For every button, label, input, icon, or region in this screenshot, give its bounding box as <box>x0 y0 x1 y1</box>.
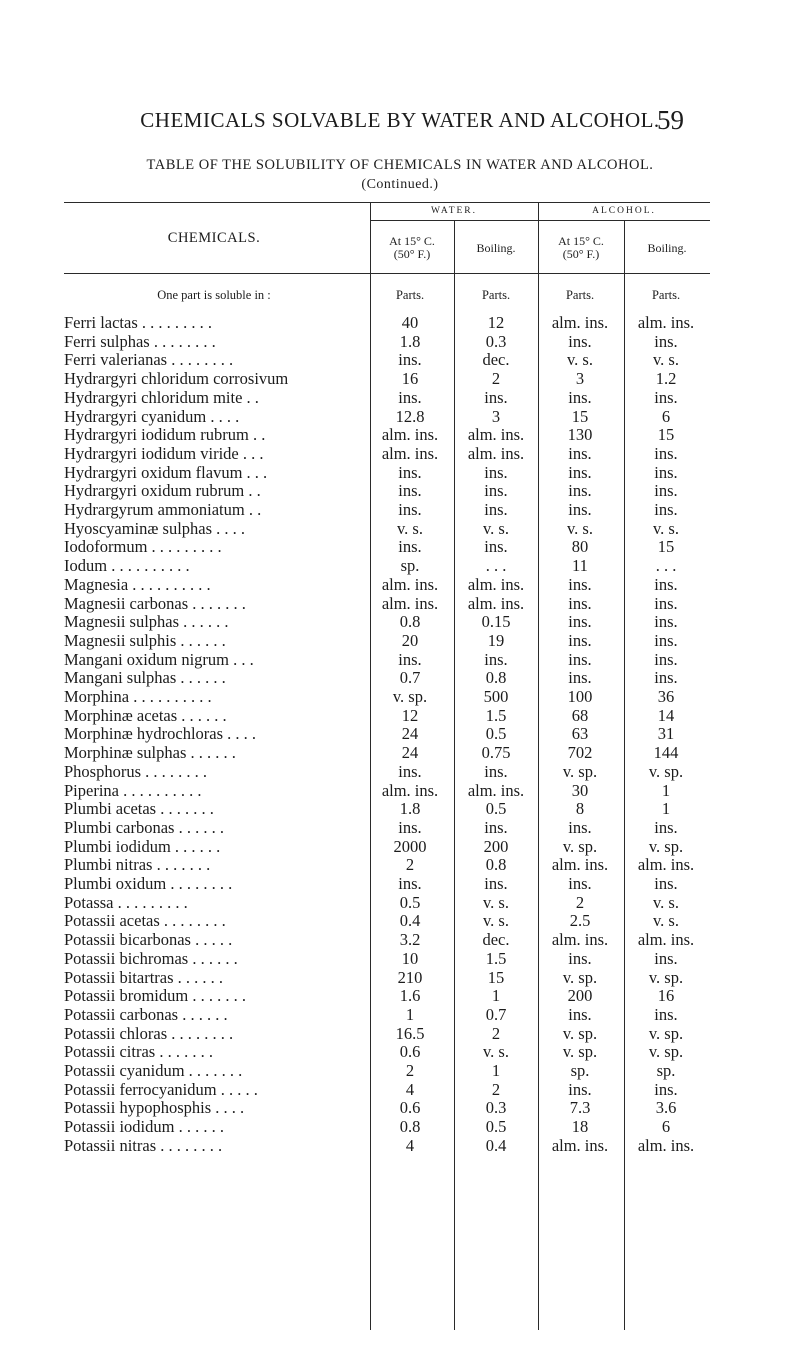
unit-water-cold: Parts. <box>395 288 425 302</box>
alcohol-boiling-value: v. sp. <box>648 761 684 781</box>
table-row <box>0 313 800 332</box>
chemical-name: Potassii bromidum . . . . . . . <box>64 986 246 1006</box>
water-cold-value: 0.6 <box>399 1098 421 1118</box>
water-boiling-value: 0.8 <box>485 855 507 875</box>
chemical-name: Morphina . . . . . . . . . . <box>64 687 212 706</box>
alcohol-boiling-value: v. sp. <box>648 967 684 987</box>
water-cold-value: 0.6 <box>399 1042 421 1062</box>
alcohol-boiling-value: 1 <box>661 799 671 819</box>
water-boiling-value: 0.75 <box>481 743 511 763</box>
water-boiling-value: alm. ins. <box>467 443 525 463</box>
table-row <box>0 1042 800 1061</box>
water-boiling-value: 0.5 <box>485 1117 507 1137</box>
water-boiling-header: Boiling. <box>476 241 516 255</box>
water-boiling-value: 2 <box>491 1023 501 1043</box>
water-boiling-value: 2 <box>491 1079 501 1099</box>
table-subcaption: (Continued.) <box>361 177 439 192</box>
alcohol-cold-value: 8 <box>575 799 585 819</box>
chemical-name: Potassii carbonas . . . . . . <box>64 1004 228 1024</box>
table-row <box>0 706 800 725</box>
alcohol-boiling-value: sp. <box>656 1061 676 1080</box>
table-row <box>0 781 800 800</box>
water-boiling-value: 2 <box>491 369 501 389</box>
table-caption: TABLE OF THE SOLUBILITY OF CHEMICALS IN WATER AND ALCOHOL. <box>146 157 654 173</box>
water-boiling-value: dec. <box>482 350 510 370</box>
alcohol-cold-value: 68 <box>571 705 589 725</box>
alcohol-boiling-value: . . . <box>655 556 677 576</box>
alcohol-boiling-value: ins. <box>654 443 678 463</box>
chemical-name: Plumbi nitras . . . . . . . <box>64 855 211 875</box>
page-number: 59 <box>657 105 684 135</box>
unit-alcohol-boiling: Parts. <box>651 288 681 302</box>
alcohol-cold-value: v. sp. <box>562 967 598 987</box>
alcohol-boiling-value: ins. <box>654 500 678 519</box>
alcohol-cold-value: ins. <box>568 612 592 632</box>
water-boiling-value: ins. <box>484 481 508 501</box>
alcohol-boiling-value: 14 <box>657 705 675 725</box>
water-cold-value: 0.8 <box>399 612 421 632</box>
water-cold-value: 0.7 <box>399 668 421 688</box>
alcohol-cold-value: ins. <box>568 668 592 688</box>
chemical-name: Hydrargyri chloridum corrosivum <box>64 369 289 389</box>
chemical-name: Hydrargyri cyanidum . . . . <box>64 406 240 426</box>
alcohol-boiling-value: ins. <box>654 462 678 482</box>
water-boiling-value: 0.3 <box>485 331 507 351</box>
chemical-name: Ferri valerianas . . . . . . . . <box>64 350 234 370</box>
water-cold-value: v. sp. <box>392 687 428 706</box>
alcohol-cold-value: v. sp. <box>562 1042 598 1062</box>
water-cold-value: 210 <box>397 967 423 987</box>
alcohol-boiling-value: v. s. <box>653 892 679 912</box>
table-row <box>0 369 800 388</box>
water-boiling-value: 1.5 <box>485 705 507 725</box>
alcohol-cold-value: v. sp. <box>562 1023 598 1043</box>
alcohol-cold-value: 2 <box>575 892 585 912</box>
table-row <box>0 949 800 968</box>
chemical-name: Morphinæ hydrochloras . . . . <box>64 724 257 744</box>
water-boiling-value: alm. ins. <box>467 574 525 594</box>
alcohol-cold-value: ins. <box>568 387 592 407</box>
alcohol-cold-value: 30 <box>571 780 589 800</box>
alcohol-boiling-value: ins. <box>654 612 678 632</box>
table-row <box>0 407 800 426</box>
alcohol-cold-value: 702 <box>567 743 593 763</box>
alcohol-cold-value: alm. ins. <box>551 855 609 875</box>
chemical-name: Potassii bicarbonas . . . . . <box>64 930 233 950</box>
chemical-name: Potassii citras . . . . . . . <box>64 1042 213 1062</box>
water-cold-value: 12.8 <box>395 406 425 426</box>
water-boiling-value: alm. ins. <box>467 780 525 800</box>
water-group-header: WATER. <box>430 206 478 216</box>
table-row <box>0 1098 800 1117</box>
chemical-name: Ferri sulphas . . . . . . . . <box>64 331 216 351</box>
alcohol-cold-value: ins. <box>568 443 592 463</box>
table-row <box>0 893 800 912</box>
alcohol-cold-value: v. s. <box>567 350 593 370</box>
table-row <box>0 1024 800 1043</box>
water-boiling-value: ins. <box>484 761 508 781</box>
water-boiling-value: ins. <box>484 387 508 407</box>
chemical-name: Potassii acetas . . . . . . . . <box>64 911 226 931</box>
chemical-name: Hyoscyaminæ sulphas . . . . <box>64 518 246 538</box>
chemical-name: Magnesii carbonas . . . . . . . <box>64 593 246 613</box>
water-cold-value: v. s. <box>397 518 423 538</box>
table-row <box>0 388 800 407</box>
chemical-name: Iodoformum . . . . . . . . . <box>64 537 222 557</box>
water-boiling-value: ins. <box>484 462 508 482</box>
water-cold-value: alm. ins. <box>381 425 439 445</box>
alcohol-cold-value: 18 <box>571 1117 589 1137</box>
unit-water-boiling: Parts. <box>481 288 511 302</box>
alcohol-cold-value: v. sp. <box>562 761 598 781</box>
alcohol-boiling-value: 31 <box>657 724 675 744</box>
alcohol-cold-value: alm. ins. <box>551 930 609 950</box>
alcohol-cold-header <box>538 235 624 261</box>
alcohol-cold-value: ins. <box>568 1079 592 1099</box>
chemical-name: Potassii hypophosphis . . . . <box>64 1098 245 1118</box>
alcohol-cold-value: ins. <box>568 874 592 893</box>
water-cold-value: ins. <box>398 500 422 519</box>
alcohol-boiling-value: alm. ins. <box>637 1135 695 1155</box>
water-cold-value: 4 <box>405 1079 415 1099</box>
chemical-name: Hydrargyrum ammoniatum . . <box>64 500 262 519</box>
alcohol-boiling-value: ins. <box>654 630 678 650</box>
water-cold-value: 2 <box>405 1061 415 1080</box>
alcohol-cold-value: 130 <box>567 425 593 445</box>
chemical-name: Ferri lactas . . . . . . . . . <box>64 313 213 332</box>
table-row <box>0 668 800 687</box>
water-boiling-value: 500 <box>483 687 509 706</box>
water-boiling-value: 3 <box>491 406 501 426</box>
table-row <box>0 463 800 482</box>
water-cold-value: alm. ins. <box>381 593 439 613</box>
alcohol-cold-value: 15 <box>571 406 589 426</box>
chemical-name: Iodum . . . . . . . . . . <box>64 556 190 576</box>
water-cold-value: 1 <box>405 1004 415 1024</box>
water-boiling-value: v. s. <box>483 1042 509 1062</box>
alcohol-cold-value: alm. ins. <box>551 313 609 332</box>
water-cold-value: 1.8 <box>399 331 421 351</box>
alcohol-cold-value: ins. <box>568 593 592 613</box>
water-boiling-value: 1 <box>491 986 501 1006</box>
water-boiling-value: 1.5 <box>485 948 507 968</box>
table-row <box>0 1136 800 1155</box>
water-cold-value: alm. ins. <box>381 574 439 594</box>
alcohol-boiling-value: v. sp. <box>648 836 684 856</box>
water-cold-value: 24 <box>401 724 419 744</box>
chemical-name: Morphinæ sulphas . . . . . . <box>64 743 236 763</box>
water-cold-value: 16 <box>401 369 419 389</box>
chemical-name: Plumbi iodidum . . . . . . <box>64 836 221 856</box>
alcohol-cold-value: 100 <box>567 687 593 706</box>
water-boiling-value: 19 <box>487 630 505 650</box>
water-cold-value: alm. ins. <box>381 780 439 800</box>
water-boiling-value: 15 <box>487 967 505 987</box>
alcohol-cold-value: 7.3 <box>569 1098 591 1118</box>
water-cold-value: 1.8 <box>399 799 421 819</box>
alcohol-boiling-value: ins. <box>654 649 678 669</box>
water-cold-value: 40 <box>401 313 419 332</box>
table-row <box>0 425 800 444</box>
alcohol-boiling-value: 15 <box>657 537 675 557</box>
alcohol-cold-line1: At 15° C. <box>558 234 604 248</box>
water-cold-value: ins. <box>398 874 422 893</box>
alcohol-cold-value: ins. <box>568 817 592 837</box>
table-row <box>0 986 800 1005</box>
table-row <box>0 818 800 837</box>
chemical-name: Hydrargyri chloridum mite . . <box>64 387 259 407</box>
water-boiling-value: 0.3 <box>485 1098 507 1118</box>
alcohol-boiling-value: ins. <box>654 331 678 351</box>
alcohol-boiling-value: ins. <box>654 948 678 968</box>
chemical-name: Mangani oxidum nigrum . . . <box>64 649 254 669</box>
water-cold-value: ins. <box>398 462 422 482</box>
water-boiling-value: alm. ins. <box>467 593 525 613</box>
water-cold-value: 1.6 <box>399 986 421 1006</box>
water-cold-value: ins. <box>398 481 422 501</box>
alcohol-boiling-value: v. s. <box>653 911 679 931</box>
chemical-name: Potassii chloras . . . . . . . . <box>64 1023 234 1043</box>
alcohol-boiling-value: 1.2 <box>655 369 677 389</box>
alcohol-boiling-value: ins. <box>654 481 678 501</box>
water-boiling-value: v. s. <box>483 518 509 538</box>
water-boiling-value: 0.8 <box>485 668 507 688</box>
water-cold-value: sp. <box>400 556 420 576</box>
water-cold-value: ins. <box>398 350 422 370</box>
water-boiling-value: ins. <box>484 874 508 893</box>
chemical-name: Hydrargyri oxidum flavum . . . <box>64 462 268 482</box>
water-boiling-value: 0.5 <box>485 799 507 819</box>
chemicals-header: CHEMICALS. <box>167 230 261 246</box>
water-boiling-value: 0.5 <box>485 724 507 744</box>
water-boiling-value: ins. <box>484 537 508 557</box>
chemical-name: Plumbi acetas . . . . . . . <box>64 799 214 819</box>
alcohol-cold-value: ins. <box>568 1004 592 1024</box>
table-top-rule <box>64 202 710 203</box>
alcohol-boiling-value: 16 <box>657 986 675 1006</box>
alcohol-boiling-value: alm. ins. <box>637 855 695 875</box>
table-row <box>0 350 800 369</box>
water-boiling-value: 0.15 <box>481 612 511 632</box>
water-boiling-value: v. s. <box>483 892 509 912</box>
table-row <box>0 500 800 519</box>
table-row <box>0 1080 800 1099</box>
alcohol-boiling-value: alm. ins. <box>637 930 695 950</box>
alcohol-boiling-value: v. s. <box>653 350 679 370</box>
chemical-name: Phosphorus . . . . . . . . <box>64 761 208 781</box>
page-header <box>0 105 800 142</box>
table-row <box>0 687 800 706</box>
water-cold-header <box>370 235 454 261</box>
table-row <box>0 575 800 594</box>
chemical-name: Morphinæ acetas . . . . . . <box>64 705 227 725</box>
water-boiling-value: 1 <box>491 1061 501 1080</box>
water-cold-value: 0.5 <box>399 892 421 912</box>
water-cold-value: ins. <box>398 387 422 407</box>
alcohol-cold-line2: (50° F.) <box>562 247 600 261</box>
alcohol-boiling-value: 144 <box>653 743 679 763</box>
water-cold-value: 2000 <box>393 836 427 856</box>
alcohol-boiling-value: alm. ins. <box>637 313 695 332</box>
table-row <box>0 874 800 893</box>
table-row <box>0 537 800 556</box>
table-row <box>0 911 800 930</box>
alcohol-boiling-value: ins. <box>654 1004 678 1024</box>
alcohol-cold-value: ins. <box>568 481 592 501</box>
water-boiling-value: dec. <box>482 930 510 950</box>
water-boiling-value: ins. <box>484 500 508 519</box>
chemical-name: Mangani sulphas . . . . . . <box>64 668 226 688</box>
water-cold-value: 0.4 <box>399 911 421 931</box>
chemical-name: Potassii cyanidum . . . . . . . <box>64 1061 243 1080</box>
alcohol-cold-value: 200 <box>567 986 593 1006</box>
chemical-name: Magnesii sulphas . . . . . . <box>64 612 229 632</box>
water-cold-value: ins. <box>398 649 422 669</box>
group-header-rule <box>370 220 710 221</box>
alcohol-boiling-value: v. s. <box>653 518 679 538</box>
water-cold-value: ins. <box>398 817 422 837</box>
chemical-name: Magnesia . . . . . . . . . . <box>64 574 211 594</box>
alcohol-cold-value: v. s. <box>567 518 593 538</box>
water-cold-value: alm. ins. <box>381 443 439 463</box>
alcohol-cold-value: 11 <box>572 556 588 576</box>
water-boiling-value: alm. ins. <box>467 425 525 445</box>
table-row <box>0 519 800 538</box>
alcohol-boiling-value: 1 <box>661 780 671 800</box>
alcohol-boiling-value: 15 <box>657 425 675 445</box>
alcohol-cold-value: ins. <box>568 948 592 968</box>
alcohol-cold-value: ins. <box>568 630 592 650</box>
table-row <box>0 1005 800 1024</box>
alcohol-group-header: ALCOHOL. <box>592 206 656 216</box>
table-row <box>0 930 800 949</box>
alcohol-boiling-value: ins. <box>654 593 678 613</box>
table-row <box>0 631 800 650</box>
running-title: CHEMICALS SOLVABLE BY WATER AND ALCOHOL. <box>140 108 660 132</box>
alcohol-boiling-value: v. sp. <box>648 1042 684 1062</box>
alcohol-cold-value: 80 <box>571 537 589 557</box>
water-cold-value: 20 <box>401 630 419 650</box>
water-boiling-value: ins. <box>484 649 508 669</box>
table-row <box>0 1117 800 1136</box>
chemical-name: Hydrargyri iodidum rubrum . . <box>64 425 266 445</box>
water-cold-line2: (50° F.) <box>393 247 431 261</box>
water-cold-value: 2 <box>405 855 415 875</box>
alcohol-boiling-header: Boiling. <box>647 241 687 255</box>
chemical-name: Plumbi oxidum . . . . . . . . <box>64 874 233 893</box>
water-boiling-value: 0.7 <box>485 1004 507 1024</box>
alcohol-boiling-value: ins. <box>654 874 678 893</box>
table-row <box>0 762 800 781</box>
alcohol-boiling-value: 6 <box>661 406 671 426</box>
alcohol-boiling-value: ins. <box>654 387 678 407</box>
alcohol-cold-value: ins. <box>568 331 592 351</box>
table-row <box>0 444 800 463</box>
water-cold-value: 0.8 <box>399 1117 421 1137</box>
alcohol-cold-value: 3 <box>575 369 585 389</box>
alcohol-cold-value: ins. <box>568 500 592 519</box>
water-boiling-value: ins. <box>484 817 508 837</box>
header-bottom-rule <box>64 273 710 274</box>
alcohol-boiling-value: v. sp. <box>648 1023 684 1043</box>
table-row <box>0 1061 800 1080</box>
alcohol-cold-value: v. sp. <box>562 836 598 856</box>
table-row <box>0 650 800 669</box>
chemical-name: Potassa . . . . . . . . . <box>64 892 188 912</box>
table-row <box>0 968 800 987</box>
water-boiling-value: 200 <box>483 836 509 856</box>
alcohol-cold-value: ins. <box>568 574 592 594</box>
water-cold-value: 24 <box>401 743 419 763</box>
water-cold-line1: At 15° C. <box>389 234 435 248</box>
chemical-name: Plumbi carbonas . . . . . . <box>64 817 224 837</box>
chemical-name: Magnesii sulphis . . . . . . <box>64 630 226 650</box>
water-cold-value: ins. <box>398 537 422 557</box>
alcohol-boiling-value: ins. <box>654 1079 678 1099</box>
table-row <box>0 837 800 856</box>
alcohol-boiling-value: 6 <box>661 1117 671 1137</box>
alcohol-cold-value: ins. <box>568 462 592 482</box>
water-cold-value: 12 <box>401 705 419 725</box>
table-row <box>0 799 800 818</box>
table-row <box>0 612 800 631</box>
table-row <box>0 594 800 613</box>
table-row <box>0 743 800 762</box>
alcohol-cold-value: alm. ins. <box>551 1135 609 1155</box>
unit-row-label: One part is soluble in : <box>157 288 271 302</box>
alcohol-boiling-value: 3.6 <box>655 1098 677 1118</box>
water-cold-value: 3.2 <box>399 930 421 950</box>
water-boiling-value: 0.4 <box>485 1135 507 1155</box>
alcohol-boiling-value: 36 <box>657 687 675 706</box>
alcohol-boiling-value: ins. <box>654 817 678 837</box>
chemical-name: Potassii iodidum . . . . . . <box>64 1117 224 1137</box>
alcohol-cold-value: 63 <box>571 724 589 744</box>
chemical-name: Potassii nitras . . . . . . . . <box>64 1135 223 1155</box>
table-row <box>0 481 800 500</box>
table-row <box>0 724 800 743</box>
table-row <box>0 332 800 351</box>
alcohol-cold-value: 2.5 <box>569 911 591 931</box>
alcohol-cold-value: ins. <box>568 649 592 669</box>
water-cold-value: 4 <box>405 1135 415 1155</box>
alcohol-cold-value: sp. <box>570 1061 590 1080</box>
water-boiling-value: . . . <box>485 556 507 576</box>
unit-alcohol-cold: Parts. <box>565 288 595 302</box>
water-boiling-value: v. s. <box>483 911 509 931</box>
unit-row <box>0 286 800 305</box>
alcohol-boiling-value: ins. <box>654 574 678 594</box>
chemical-name: Potassii ferrocyanidum . . . . . <box>64 1079 258 1099</box>
alcohol-boiling-value: ins. <box>654 668 678 688</box>
chemical-name: Hydrargyri oxidum rubrum . . <box>64 481 261 501</box>
chemical-name: Potassii bitartras . . . . . . <box>64 967 224 987</box>
chemical-name: Potassii bichromas . . . . . . <box>64 948 238 968</box>
table-row <box>0 855 800 874</box>
chemical-name: Piperina . . . . . . . . . . <box>64 780 202 800</box>
table-row <box>0 556 800 575</box>
water-cold-value: ins. <box>398 761 422 781</box>
water-cold-value: 16.5 <box>395 1023 425 1043</box>
water-boiling-value: 12 <box>487 313 505 332</box>
chemical-name: Hydrargyri iodidum viride . . . <box>64 443 264 463</box>
water-cold-value: 10 <box>401 948 419 968</box>
